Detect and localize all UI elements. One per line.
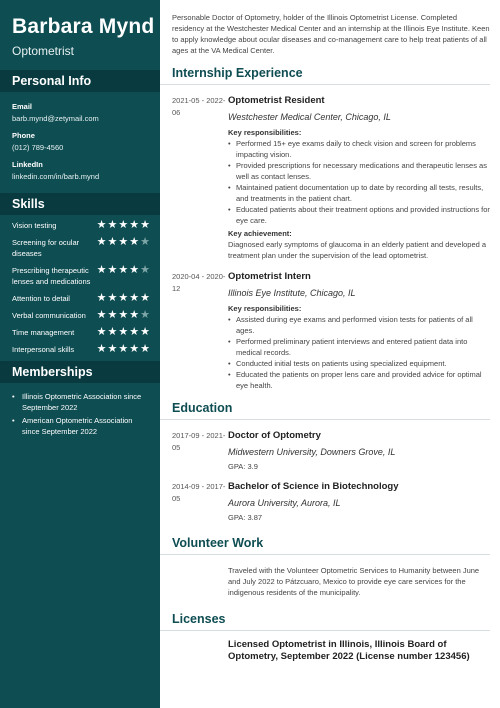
star-icon: ★ — [96, 292, 107, 304]
star-icon: ★ — [129, 309, 140, 321]
star-icon: ★ — [107, 236, 118, 248]
star-icon: ★ — [129, 326, 140, 338]
responsibilities-label: Key responsibilities: — [228, 128, 302, 137]
personal-info-heading: Personal Info — [0, 70, 160, 92]
skill-rating — [97, 327, 150, 338]
skill-row — [12, 293, 160, 304]
star-icon: ★ — [140, 343, 150, 355]
responsibility-item: • Maintained patient documentation up to date by recording all tests, results, and treatments in the patient chart. — [228, 182, 490, 204]
skill-row — [12, 237, 160, 259]
license-entry — [160, 639, 500, 663]
linkedin-value[interactable]: linkedin.com/in/barb.mynd — [12, 172, 100, 181]
phone-label: Phone — [12, 131, 35, 140]
star-icon: ★ — [118, 236, 129, 248]
responsibility-item: • Conducted initial tests on patients using specialized equipment. — [228, 358, 490, 369]
star-icon: ★ — [129, 236, 140, 248]
job-title: Optometrist Resident — [228, 95, 325, 106]
star-icon: ★ — [96, 309, 107, 321]
skill-rating — [97, 265, 150, 276]
contact-block — [0, 92, 160, 181]
degree-title: Bachelor of Science in Biotechnology — [228, 481, 399, 492]
star-icon: ★ — [129, 219, 140, 231]
skill-name: Attention to detail — [12, 294, 70, 303]
star-icon: ★ — [118, 326, 129, 338]
entry-body — [228, 481, 490, 522]
linkedin-label: LinkedIn — [12, 160, 43, 169]
star-icon: ★ — [107, 219, 118, 231]
entry-body — [228, 430, 490, 471]
volunteer-text: Traveled with the Volunteer Optometric Services to Humanity between June and July 2022 to Pátzcuaro, Mexico to provide eye care services for the indigenous residents of the municipality. — [228, 566, 480, 597]
company-name: Westchester Medical Center, Chicago, IL — [228, 112, 391, 122]
memberships-heading: Memberships — [0, 361, 160, 383]
star-icon: ★ — [140, 292, 150, 304]
entry-body — [228, 95, 490, 261]
empty-date — [172, 565, 228, 598]
entry-date: 2017-09 - 2021-05 — [172, 431, 226, 452]
star-icon: ★ — [140, 264, 150, 276]
star-icon: ★ — [140, 326, 150, 338]
star-icon: ★ — [96, 343, 107, 355]
summary-text: Personable Doctor of Optometry, holder of the Illinois Optometrist License. Completed residency at the Westchester Medical Center and an internship at the Illinois Eye Institute. Keen to apply knowledge about ocular diseases and co-management care to help treat patients of all ages at the VA Medical Center. — [172, 13, 490, 55]
school-name: Midwestern University, Downers Grove, IL — [228, 447, 396, 457]
main-content — [160, 0, 500, 708]
star-icon: ★ — [107, 292, 118, 304]
entry-date: 2020-04 - 2020-12 — [172, 272, 226, 293]
star-icon: ★ — [96, 326, 107, 338]
internship-entry — [160, 271, 500, 391]
membership-item: • American Optometric Association since September 2022 — [12, 415, 150, 437]
star-icon: ★ — [129, 292, 140, 304]
memberships-list — [0, 383, 160, 437]
volunteer-heading: Volunteer Work — [160, 536, 490, 555]
star-icon: ★ — [118, 264, 129, 276]
star-icon: ★ — [140, 219, 150, 231]
skill-rating — [97, 344, 150, 355]
star-icon: ★ — [140, 309, 150, 321]
responsibilities-label: Key responsibilities: — [228, 304, 302, 313]
internship-heading: Internship Experience — [160, 66, 490, 85]
star-icon: ★ — [129, 343, 140, 355]
internship-entry — [160, 95, 500, 261]
skill-row — [12, 327, 160, 338]
star-icon: ★ — [140, 236, 150, 248]
license-text: Licensed Optometrist in Illinois, Illinois Board of Optometry, September 2022 (License number 123456) — [228, 639, 470, 662]
star-icon: ★ — [129, 264, 140, 276]
skill-name: Prescribing therapeutic lenses and medications — [12, 266, 91, 286]
skill-rating — [97, 293, 150, 304]
skill-row — [12, 220, 160, 231]
licenses-heading: Licenses — [160, 612, 490, 631]
skills-list — [0, 215, 160, 355]
skill-row — [12, 310, 160, 321]
skills-heading: Skills — [0, 193, 160, 215]
skill-name: Interpersonal skills — [12, 345, 75, 354]
skill-row — [12, 344, 160, 355]
star-icon: ★ — [96, 264, 107, 276]
candidate-name: Barbara Mynd — [12, 15, 155, 38]
responsibility-item: • Educated patients about their treatment options and provided instructions for eye care. — [228, 204, 490, 226]
gpa-value: GPA: 3.87 — [228, 513, 263, 522]
responsibility-item: • Performed preliminary patient interviews and entered patient data into medical records. — [228, 336, 490, 358]
education-heading: Education — [160, 401, 490, 420]
responsibility-item: • Performed 15+ eye exams daily to check vision and screen for problems impacting vision. — [228, 138, 490, 160]
school-name: Aurora University, Aurora, IL — [228, 498, 341, 508]
phone-value[interactable]: (012) 789-4560 — [12, 143, 64, 152]
empty-date — [172, 639, 228, 663]
education-entry — [160, 430, 500, 471]
gpa-value: GPA: 3.9 — [228, 462, 258, 471]
company-name: Illinois Eye Institute, Chicago, IL — [228, 288, 356, 298]
achievement-label: Key achievement: — [228, 229, 292, 238]
skill-rating — [97, 220, 150, 231]
skill-name: Time management — [12, 328, 75, 337]
degree-title: Doctor of Optometry — [228, 430, 321, 441]
star-icon: ★ — [96, 236, 107, 248]
responsibility-item: • Educated the patients on proper lens care and provided advice for optimal eye health. — [228, 369, 490, 391]
sidebar — [0, 0, 160, 708]
entry-body — [228, 271, 490, 391]
star-icon: ★ — [118, 309, 129, 321]
entry-date: 2014-09 - 2017-05 — [172, 482, 226, 503]
skill-row — [12, 265, 160, 287]
candidate-title: Optometrist — [12, 44, 75, 58]
star-icon: ★ — [107, 343, 118, 355]
email-value[interactable]: barb.mynd@zetymail.com — [12, 114, 99, 123]
education-entry — [160, 481, 500, 522]
star-icon: ★ — [107, 326, 118, 338]
star-icon: ★ — [107, 264, 118, 276]
responsibility-item: • Assisted during eye exams and performed vision tests for patients of all ages. — [228, 314, 490, 336]
achievement-text: Diagnosed early symptoms of glaucoma in an elderly patient and developed a treatment plan under the supervision of the lead optometrist. — [228, 240, 487, 260]
star-icon: ★ — [118, 219, 129, 231]
responsibilities-list — [228, 138, 490, 226]
star-icon: ★ — [118, 292, 129, 304]
skill-rating — [97, 237, 150, 248]
email-label: Email — [12, 102, 33, 111]
entry-date: 2021-05 - 2022-06 — [172, 96, 226, 117]
skill-rating — [97, 310, 150, 321]
job-title: Optometrist Intern — [228, 271, 311, 282]
volunteer-entry — [160, 565, 500, 598]
skill-name: Screening for ocular diseases — [12, 238, 80, 258]
skill-name: Verbal communication — [12, 311, 86, 320]
star-icon: ★ — [96, 219, 107, 231]
responsibility-item: • Provided prescriptions for necessary medications and therapeutic lenses as well as contact lenses. — [228, 160, 490, 182]
membership-item: • Illinois Optometric Association since September 2022 — [12, 391, 150, 413]
skill-name: Vision testing — [12, 221, 57, 230]
star-icon: ★ — [118, 343, 129, 355]
responsibilities-list — [228, 314, 490, 391]
star-icon: ★ — [107, 309, 118, 321]
